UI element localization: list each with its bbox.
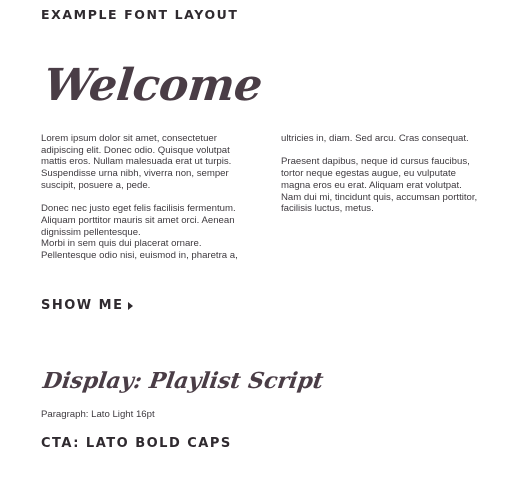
show-me-label: SHOW ME [41, 298, 124, 313]
show-me-button[interactable] [41, 298, 133, 313]
body-text-columns [41, 133, 481, 273]
cta-font-spec: CTA: LATO BOLD CAPS [41, 436, 232, 451]
page-title: EXAMPLE FONT LAYOUT [41, 7, 239, 22]
text-column-left [41, 133, 241, 273]
paragraph-font-spec: Paragraph: Lato Light 16pt [41, 409, 155, 420]
paragraph: Praesent dapibus, neque id cursus faucibus, tortor neque egestas augue, eu vulputate magna eros eu erat. Aliquam erat volutpat. Nam dui mi, tincidunt quis, accumsan porttitor, facilisis luctus, metus. [281, 156, 478, 215]
display-font-spec: Display: Playlist Script [41, 368, 325, 394]
text-column-right [281, 133, 481, 273]
paragraph: ultricies in, diam. Sed arcu. Cras consequat. [281, 133, 469, 144]
welcome-heading: Welcome [41, 60, 265, 111]
paragraph: Lorem ipsum dolor sit amet, consectetuer adipiscing elit. Donec odio. Quisque volutpat mattis eros. Nullam malesuada erat ut turpis. Suspendisse urna nibh, viverra non, semper suscipit, posuere a, pede. [41, 133, 232, 191]
triangle-right-icon [128, 302, 133, 310]
paragraph: Morbi in sem quis dui placerat ornare. Pellentesque odio nisi, euismod in, pharetra a, [41, 238, 238, 262]
paragraph: Donec nec justo eget felis facilisis fermentum. Aliquam porttitor mauris sit amet orci. Aenean dignissim pellentesque. [41, 203, 236, 238]
